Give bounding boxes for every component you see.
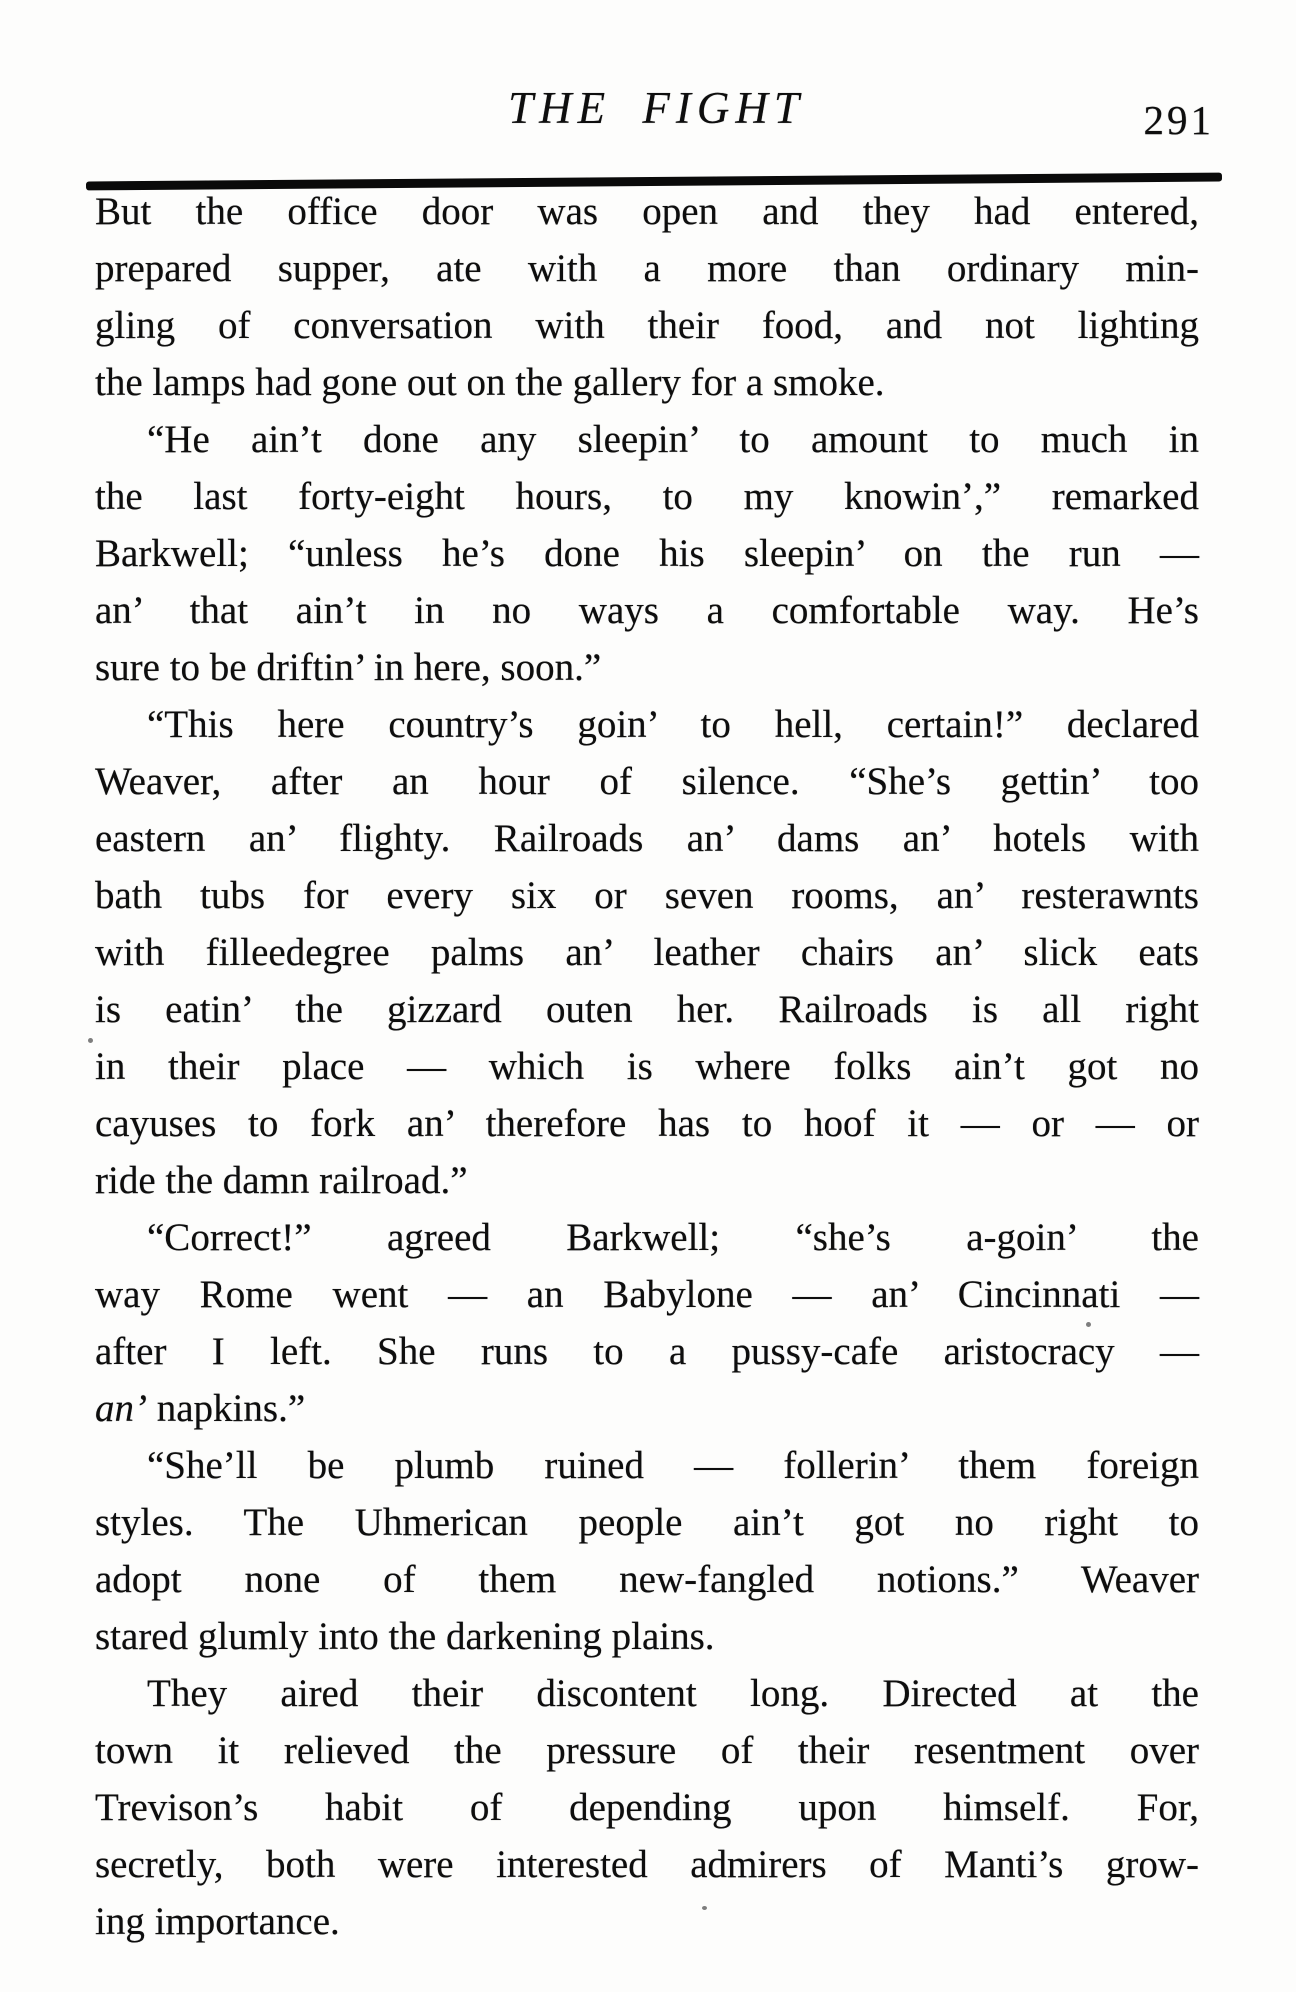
text-line: Weaver, after an hour of silence. “She’s gettin’ too — [95, 760, 1199, 803]
paragraph — [95, 1437, 1199, 1665]
text-line: styles. The Uhmerican people ain’t got no right to — [95, 1501, 1199, 1544]
text-line: in their place — which is where folks ain’t got no — [95, 1045, 1199, 1088]
text-line: an’ that ain’t in no ways a comfortable way. He’s — [95, 589, 1199, 632]
text-line: “He ain’t done any sleepin’ to amount to much in — [147, 418, 1199, 461]
text-line: prepared supper, ate with a more than ordinary min- — [95, 247, 1199, 290]
text-line: the last forty-eight hours, to my knowin’,” remarked — [95, 475, 1199, 518]
running-head-title: THE FIGHT — [508, 83, 805, 133]
text-line: “This here country’s goin’ to hell, certain!” declared — [147, 703, 1199, 746]
text-line: with filleedegree palms an’ leather chairs an’ slick eats — [95, 931, 1199, 974]
text-line — [95, 1380, 1199, 1437]
paragraph — [95, 1665, 1199, 1950]
text-line: They aired their discontent long. Directed at the — [147, 1672, 1199, 1715]
text-line: adopt none of them new-fangled notions.” Weaver — [95, 1558, 1199, 1601]
text-line: secretly, both were interested admirers of Manti’s grow- — [95, 1843, 1199, 1886]
text-line: cayuses to fork an’ therefore has to hoof it — or — or — [95, 1102, 1199, 1145]
text-line: town it relieved the pressure of their resentment over — [95, 1729, 1199, 1772]
scan-speck — [88, 1038, 93, 1043]
page-header — [95, 82, 1218, 142]
italic-text-segment: an’ — [95, 1387, 147, 1430]
text-line: the lamps had gone out on the gallery for a smoke. — [95, 361, 885, 404]
text-line: is eatin’ the gizzard outen her. Railroads is all right — [95, 988, 1199, 1031]
text-line: But the office door was open and they had entered, — [95, 190, 1199, 233]
scan-speck — [1086, 1322, 1091, 1327]
scan-speck — [702, 1906, 707, 1910]
paragraph — [95, 183, 1199, 411]
text-line: gling of conversation with their food, and not lighting — [95, 304, 1199, 347]
text-line: “She’ll be plumb ruined — follerin’ them foreign — [147, 1444, 1199, 1487]
text-line: Trevison’s habit of depending upon himself. For, — [95, 1786, 1199, 1829]
text-line: ride the damn railroad.” — [95, 1159, 468, 1202]
text-line: eastern an’ flighty. Railroads an’ dams an’ hotels with — [95, 817, 1199, 860]
page-number: 291 — [1143, 97, 1214, 143]
page-body — [95, 183, 1199, 1950]
text-line: sure to be driftin’ in here, soon.” — [95, 646, 602, 689]
text-line: “Correct!” agreed Barkwell; “she’s a-goin’ the — [147, 1216, 1199, 1259]
paragraph — [95, 1209, 1199, 1437]
text-segment: napkins.” — [147, 1387, 306, 1430]
text-line: Barkwell; “unless he’s done his sleepin’ on the run — — [95, 532, 1199, 575]
text-line: bath tubs for every six or seven rooms, an’ resterawnts — [95, 874, 1199, 917]
text-line: stared glumly into the darkening plains. — [95, 1615, 715, 1658]
text-line: after I left. She runs to a pussy-cafe aristocracy — — [95, 1330, 1199, 1373]
text-line: ing importance. — [95, 1900, 340, 1943]
text-line: way Rome went — an Babylone — an’ Cincinnati — — [95, 1273, 1199, 1316]
paragraph — [95, 696, 1199, 1209]
paragraph — [95, 411, 1199, 696]
